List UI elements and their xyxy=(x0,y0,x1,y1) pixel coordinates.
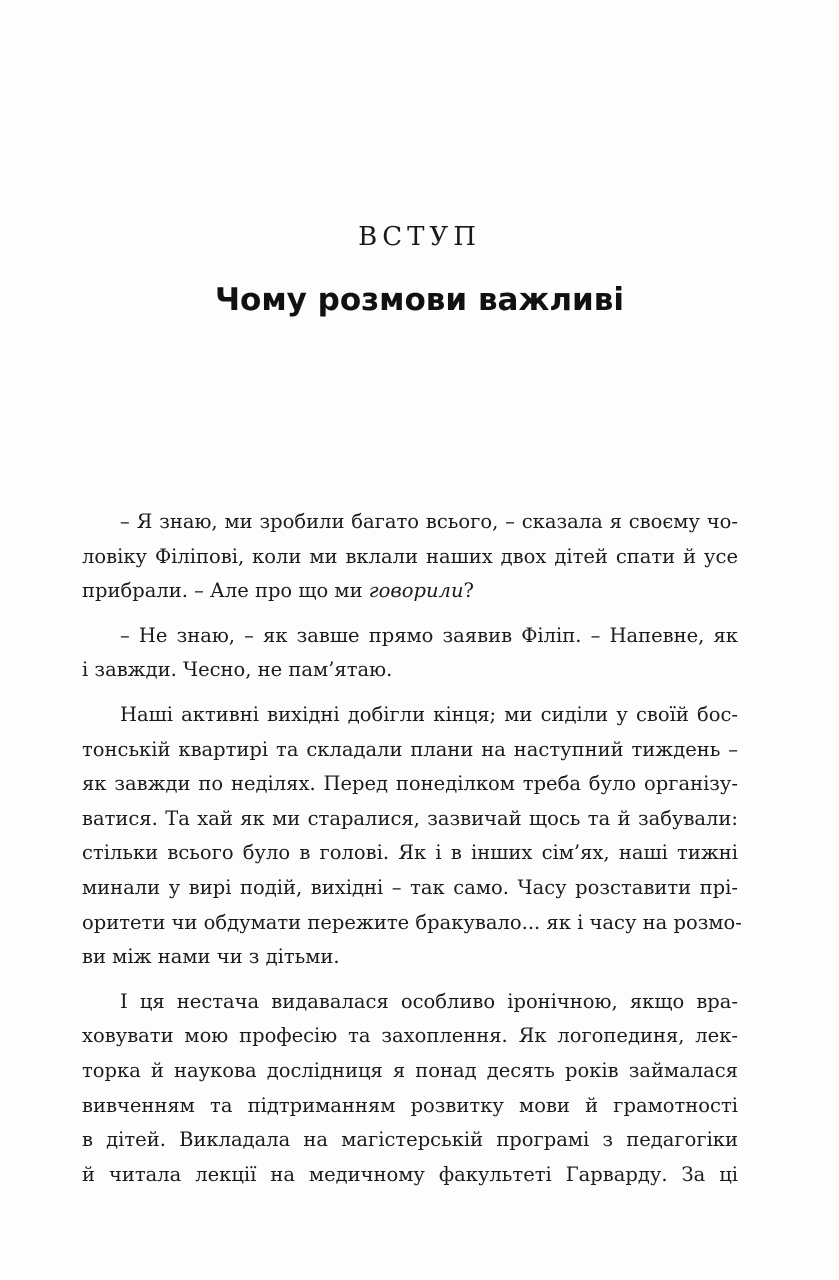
text-line: прибрали. – Але про що ми говорили? xyxy=(82,579,474,603)
emphasized-word: говорили xyxy=(368,579,464,603)
paragraph xyxy=(82,985,738,1193)
text-line: стільки всього було в голові. Як і в інших сім’ях, наші тижні xyxy=(82,841,738,865)
text-line: торка й наукова дослідниця я понад десять років займалася xyxy=(82,1058,738,1082)
paragraph xyxy=(82,619,738,688)
text-line: ховувати мою професію та захоплення. Як логопединя, лек- xyxy=(82,1024,738,1048)
text-line: в дітей. Викладала на магістерській програмі з педагогіки xyxy=(82,1128,738,1152)
body-text xyxy=(82,505,742,1202)
chapter-title: Чому розмови важливі xyxy=(214,282,624,318)
text-line: і завжди. Чесно, не пам’ятаю. xyxy=(82,658,393,682)
text-line: І ця нестача видавалася особливо іронічною, якщо вра- xyxy=(120,989,738,1013)
text-line: тонській квартирі та складали плани на наступний тиждень – xyxy=(82,737,738,761)
paragraph xyxy=(82,505,738,609)
text-line: Наші активні вихідні добігли кінця; ми сиділи у своїй бос- xyxy=(120,702,738,726)
text-line: – Не знаю, – як завше прямо заявив Філіп. – Напевне, як xyxy=(120,623,738,647)
text-line: ви між нами чи з дітьми. xyxy=(82,945,340,969)
text-line: як завжди по неділях. Перед понеділком треба було організу- xyxy=(82,772,738,796)
text-line: – Я знаю, ми зробили багато всього, – сказала я своєму чо- xyxy=(120,510,738,533)
text-line: ловіку Філіпові, коли ми вклали наших двох дітей спати й усе xyxy=(82,544,738,568)
text-line: вивченням та підтриманням розвитку мови й грамотності xyxy=(82,1093,738,1117)
text-line: й читала лекції на медичному факультеті Гарварду. За ці xyxy=(82,1162,738,1186)
text-line: оритети чи обдумати пережите бракувало... як і часу на розмо- xyxy=(82,910,742,934)
paragraph xyxy=(82,698,742,975)
text-line: минали у вирі подій, вихідні – так само. Часу розставити прі- xyxy=(82,875,738,899)
chapter-label: ВСТУП xyxy=(358,222,481,252)
text-line: ватися. Та хай як ми старалися, зазвичай щось та й забували: xyxy=(82,806,738,830)
